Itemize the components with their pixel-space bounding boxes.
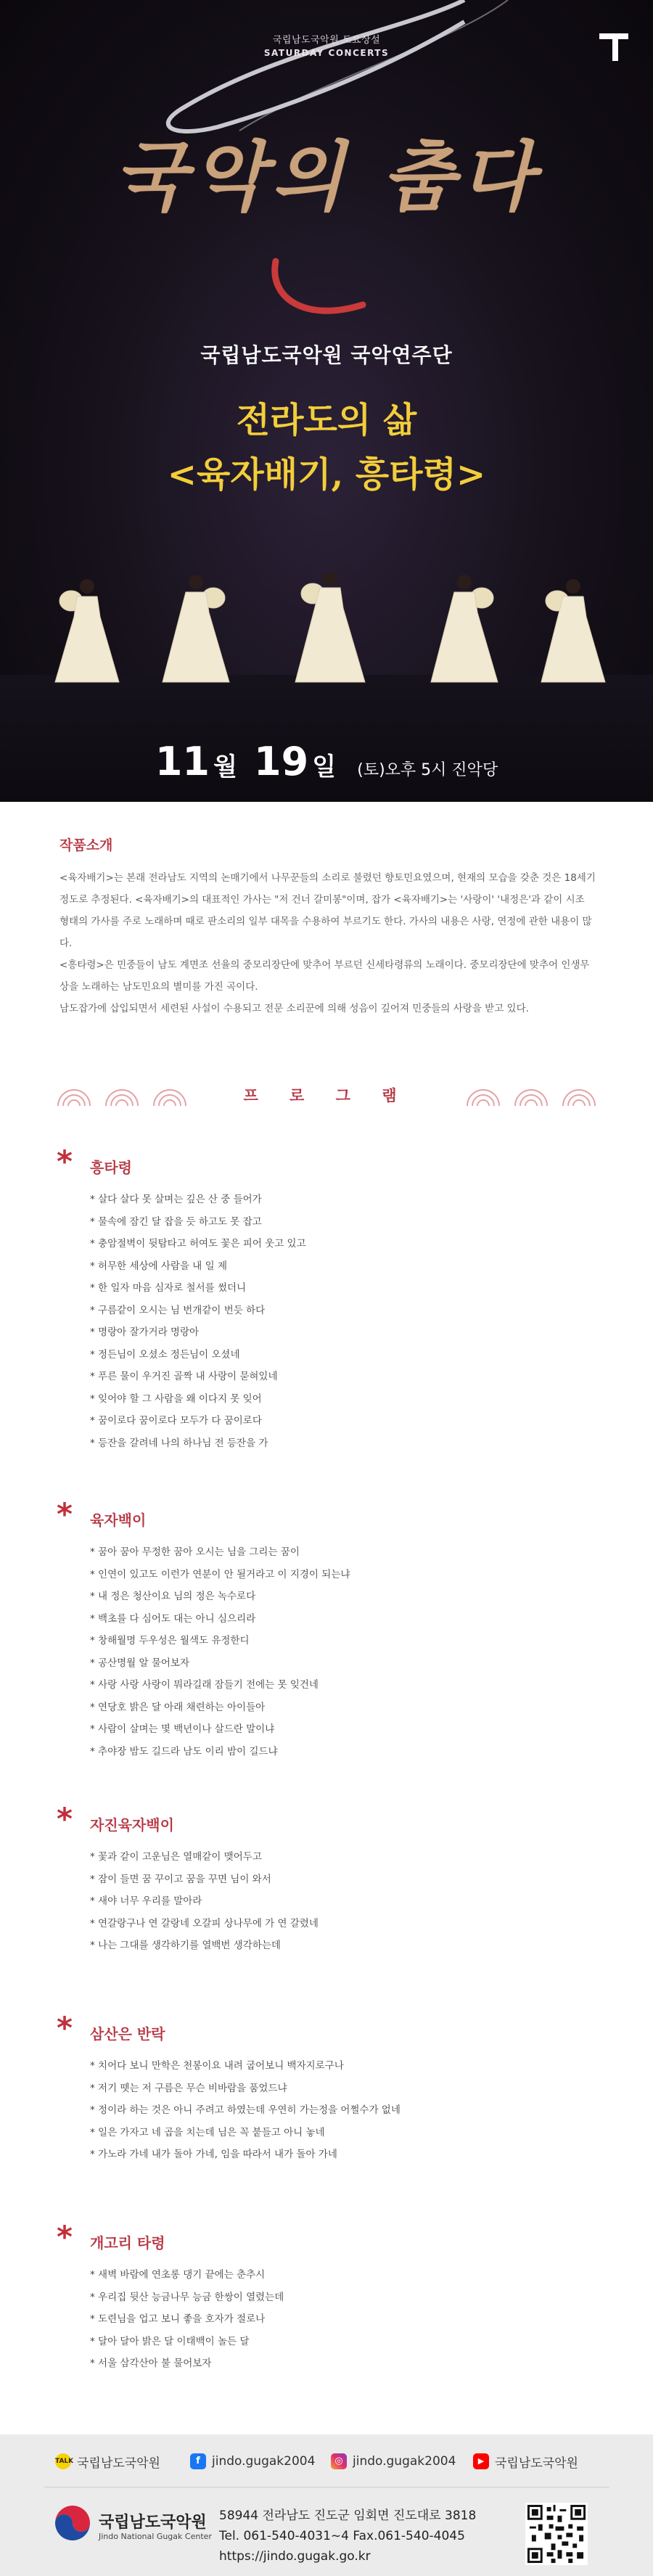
organization-name: 국립남도국악원 xyxy=(99,2514,207,2532)
asterisk-icon: * xyxy=(57,1496,73,1532)
lyric-line: * 살다 살다 못 살며는 깊은 산 중 들어가 xyxy=(90,1189,608,1211)
presenter-name: 국립남도국악원 국악연주단 xyxy=(200,343,453,367)
lyric-line: * 새벽 바람에 연초롱 댕기 끝에는 춘추시 xyxy=(90,2264,608,2286)
lyric-line: * 공산명월 알 물어보자 xyxy=(90,1652,608,1675)
dancers-illustration xyxy=(0,573,653,740)
lyric-line: * 정이라 하는 것은 아니 주려고 하였는데 우연히 가는정을 어쩔수가 없네 xyxy=(90,2099,608,2122)
date-month-unit: 월 xyxy=(213,752,237,782)
lyrics-list xyxy=(57,1189,608,1454)
social-label: 국립남도국악원 xyxy=(77,2456,160,2471)
lyric-line: * 백초를 다 심어도 대는 아니 심으리라 xyxy=(90,1608,608,1630)
social-link-youtube[interactable] xyxy=(473,2450,578,2472)
series-title: 국립남도국악원 토요상설 xyxy=(272,35,381,46)
social-link-instagram[interactable] xyxy=(331,2450,456,2472)
lyric-line: * 내 정은 청산이요 님의 정은 녹수로다 xyxy=(90,1586,608,1608)
address: 58944 전라남도 진도군 임회면 진도대로 3818 xyxy=(219,2509,477,2523)
lyric-line: * 등잔을 갈려네 나의 하나님 전 등잔을 가 xyxy=(90,1432,608,1455)
taegeuk-emblem-icon xyxy=(54,2504,91,2542)
song-title xyxy=(57,1144,608,1179)
song-title-text: 육자백이 xyxy=(90,1511,147,1529)
song-title-text: 자진육자백이 xyxy=(90,1816,174,1834)
calligraphy-stroke xyxy=(0,247,653,327)
lyrics-list xyxy=(57,1541,608,1763)
song-title xyxy=(57,2219,608,2255)
youtube-icon: ▶ xyxy=(473,2453,489,2469)
social-label: jindo.gugak2004 xyxy=(353,2454,456,2469)
lyric-line: * 충암절벽이 뒷탐타고 허여도 꽃은 피어 웃고 있고 xyxy=(90,1233,608,1255)
lyric-line: * 치어다 보니 만학은 천봉이요 내려 굽어보니 백자지로구나 xyxy=(90,2055,608,2077)
song-title-text: 흥타령 xyxy=(90,1159,132,1176)
lyric-line: * 명랑아 잘가거라 명랑아 xyxy=(90,1321,608,1344)
lyric-line: * 구름같이 오시는 님 번개같이 번듯 하다 xyxy=(90,1300,608,1322)
song-title xyxy=(57,2010,608,2046)
lyric-line: * 연갈랑구나 연 갈랑네 오갈피 상나무에 가 연 갈렸네 xyxy=(90,1913,608,1935)
song-section xyxy=(57,1496,608,1763)
song-title-text: 삼산은 반락 xyxy=(90,2025,165,2043)
website-link[interactable]: https://jindo.gugak.go.kr xyxy=(219,2549,371,2564)
date-day: 19 xyxy=(254,739,309,784)
series-subtitle: SATURDAY CONCERTS xyxy=(263,48,390,58)
date-day-unit: 일 xyxy=(312,752,337,782)
organization-name-en: Jindo National Gugak Center xyxy=(99,2532,212,2541)
lyric-line: * 저기 뗏는 저 구름은 무슨 비바람을 품었드냐 xyxy=(90,2077,608,2100)
social-link-facebook[interactable] xyxy=(190,2450,315,2472)
qr-code-icon[interactable] xyxy=(525,2503,588,2565)
asterisk-icon: * xyxy=(57,1801,73,1837)
lyric-line: * 창해월명 두우성은 월색도 유정한디 xyxy=(90,1630,608,1652)
lyric-line: * 꿈아 꿈아 무정한 꿈아 오시는 님을 그리는 꿈이 xyxy=(90,1541,608,1564)
lyric-line: * 새야 너무 우리를 말아라 xyxy=(90,1890,608,1913)
song-section xyxy=(57,2010,608,2166)
lyric-line: * 잠이 들면 꿈 꾸이고 꿈을 꾸면 님이 와서 xyxy=(90,1869,608,1891)
program-heading: 프 로 그 램 xyxy=(243,1087,410,1104)
intro-paragraph: <흥타령>은 민중들이 남도 계면조 선율의 중모리장단에 맞추어 부르던 신세타령류의 노래이다. 중모리장단에 맞추어 인생무상을 노래하는 남도민요의 별미를 가진 곡이다. xyxy=(59,959,590,993)
intro-paragraph: 남도잡가에 삽입되면서 세련된 사설이 수용되고 전문 소리꾼에 의해 성음이 깊어져 민중들의 사랑을 받고 있다. xyxy=(59,1003,529,1014)
social-links xyxy=(0,2450,653,2472)
song-section xyxy=(57,2219,608,2375)
asterisk-icon: * xyxy=(57,2010,73,2046)
lyric-line: * 꽃과 같이 고운님은 열매같이 맺어두고 xyxy=(90,1846,608,1869)
concert-subtitle: <육자배기, 흥타령> xyxy=(167,454,486,495)
social-link-kakao[interactable] xyxy=(55,2450,160,2472)
song-title xyxy=(57,1496,608,1532)
phone-fax: Tel. 061-540-4031~4 Fax.061-540-4045 xyxy=(219,2529,465,2543)
lyric-line: * 인연이 있고도 이런가 연분이 안 될거라고 이 지경이 되는냐 xyxy=(90,1564,608,1586)
lyric-line: * 우리집 뒷산 능금나무 능금 한쌍이 열렸는데 xyxy=(90,2286,608,2309)
concert-date xyxy=(0,739,653,784)
lyric-line: * 연당호 밝은 달 아래 채련하는 아이들아 xyxy=(90,1697,608,1719)
lyric-line: * 잊어야 할 그 사람을 왜 이다지 못 잊어 xyxy=(90,1388,608,1411)
date-time-venue: (토)오후 5시 진악당 xyxy=(357,761,498,779)
intro-body xyxy=(59,867,596,1020)
instagram-icon: ◎ xyxy=(331,2453,347,2469)
song-title xyxy=(57,1801,608,1837)
concert-title: 전라도의 삶 xyxy=(236,400,417,440)
date-month: 11 xyxy=(155,739,210,784)
kakao-icon: TALK xyxy=(55,2453,71,2469)
lyric-line: * 달아 달아 밝은 달 이태백이 놀든 달 xyxy=(90,2331,608,2353)
lyric-line: * 허무한 세상에 사람을 내 일 제 xyxy=(90,1255,608,1278)
song-section xyxy=(57,1144,608,1454)
lyric-line: * 사람이 살며는 몇 백년이나 살드란 말이냐 xyxy=(90,1718,608,1741)
lyrics-list xyxy=(57,2055,608,2166)
contact-info xyxy=(219,2506,476,2567)
lyrics-list xyxy=(57,2264,608,2375)
hero-banner xyxy=(0,0,653,802)
lyric-line: * 가노라 가네 내가 돌아 가네, 임을 따라서 내가 돌아 가네 xyxy=(90,2144,608,2166)
lyric-line: * 추야장 밤도 길드라 남도 이리 밤이 길드냐 xyxy=(90,1741,608,1763)
lyric-line: * 꿈이로다 꿈이로다 모두가 다 꿈이로다 xyxy=(90,1410,608,1432)
lyric-line: * 서울 삼각산아 불 물어보자 xyxy=(90,2353,608,2375)
asterisk-icon: * xyxy=(57,1144,73,1179)
lyric-line: * 나는 그대를 생각하기를 열백번 생각하는데 xyxy=(90,1935,608,1957)
lyrics-list xyxy=(57,1846,608,1957)
song-section xyxy=(57,1801,608,1957)
lyric-line: * 푸른 물이 우거진 골짝 내 사랑이 묻혀있네 xyxy=(90,1366,608,1388)
lyric-line: * 사랑 사랑 사랑이 뭐라길래 잠들기 전에는 못 잊건네 xyxy=(90,1674,608,1697)
intro-heading: 작품소개 xyxy=(59,837,113,853)
song-title-text: 개고리 타령 xyxy=(90,2234,165,2252)
footer xyxy=(0,2435,653,2576)
facebook-icon: f xyxy=(190,2453,206,2469)
social-label: 국립남도국악원 xyxy=(495,2456,578,2471)
calligraphy-title: 국악의 춤다 xyxy=(113,132,540,221)
social-label: jindo.gugak2004 xyxy=(212,2454,316,2469)
lyric-line: * 물속에 잠긴 달 잡을 듯 하고도 못 잡고 xyxy=(90,1211,608,1234)
lyric-line: * 일은 가자고 네 곱을 치는데 님은 꼭 붙들고 아니 놓네 xyxy=(90,2122,608,2144)
intro-paragraph: <육자배기>는 본래 전라남도 지역의 논매기에서 나무꾼들의 소리로 불렸던 향토민요였으며, 현재의 모습을 갖춘 것은 18세기 정도로 추정된다. <육자배기>의 대표적인 가사는 "저 건너 갈미봉"이며, 잡가 <육자배기>는 '사랑이' '내정은'과 같이 시조 형태의 가사를 주로 노래하며 때로 판소리의 일부 대목을 수용하여 부르기도 한다. 가사의 내용은 사랑, 연정에 관한 내용이 많다. xyxy=(59,872,596,949)
lyric-line: * 정든님이 오셨소 정든님이 오셨네 xyxy=(90,1344,608,1366)
asterisk-icon: * xyxy=(57,2219,73,2255)
lyric-line: * 한 일자 마음 심자로 철서를 썼더니 xyxy=(90,1277,608,1300)
lyric-line: * 도련님을 업고 보니 좋을 호자가 절로나 xyxy=(90,2308,608,2331)
